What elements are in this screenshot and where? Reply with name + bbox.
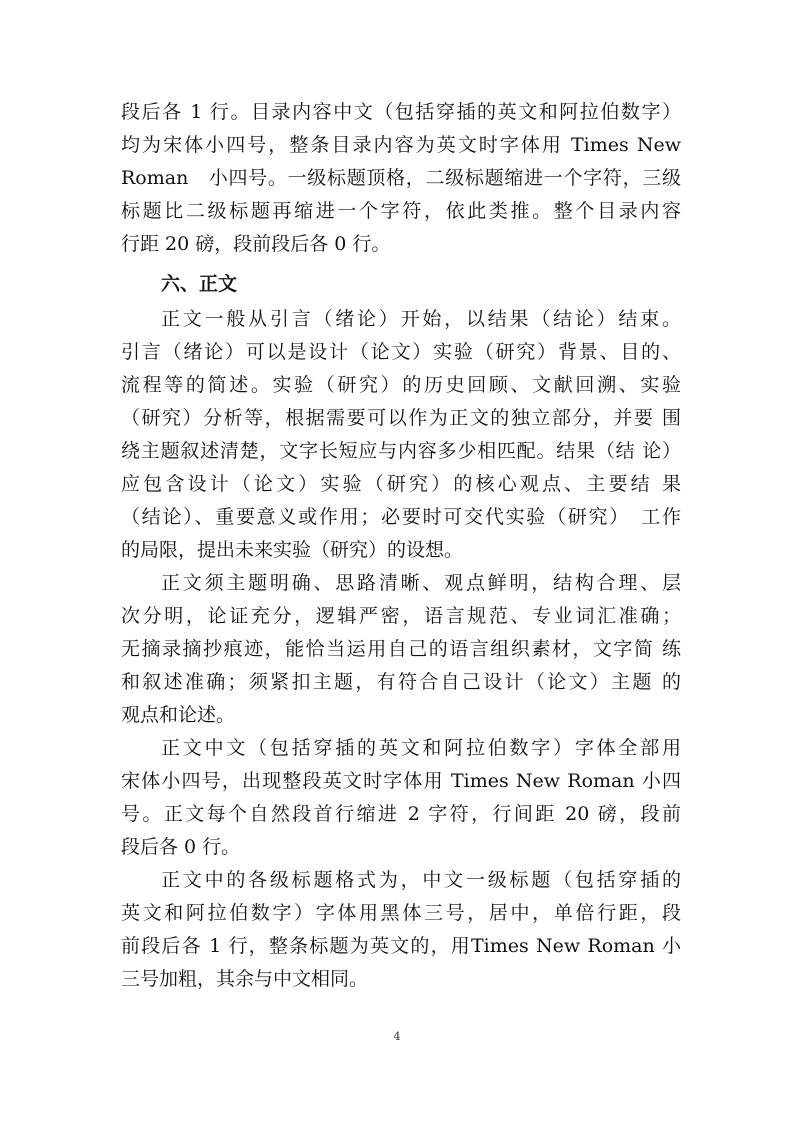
- body-paragraph-1: [121, 303, 681, 567]
- text-line: 和叙述准确；须紧扣主题，有符合自己设计（论文）主题 的: [121, 671, 681, 693]
- text-line: 引言（绪论）可以是设计（论文）实验（研究）背景、目的、: [121, 341, 681, 363]
- text-line: 次分明，论证充分，逻辑严密，语言规范、专业词汇准确；: [121, 605, 681, 627]
- text-line: 应包含设计（论文）实验（研究）的核心观点、主要结 果: [121, 473, 681, 495]
- section-heading: 六、正文: [161, 273, 238, 295]
- text-line: 段后各 1 行。目录内容中文（包括穿插的英文和阿拉伯数字）: [121, 101, 681, 123]
- text-line: 标题比二级标题再缩进一个字符，依此类推。整个目录内容: [121, 200, 681, 222]
- body-paragraph-2: [121, 567, 681, 732]
- text-line: 正文须主题明确、思路清晰、观点鲜明，结构合理、层: [161, 572, 681, 594]
- text-line: （研究）分析等，根据需要可以作为正文的独立部分，并要 围: [121, 407, 681, 429]
- text-line: 段后各 0 行。: [121, 836, 241, 858]
- text-line: 流程等的简述。实验（研究）的历史回顾、文献回溯、实验: [121, 374, 681, 396]
- body-paragraph-4: [121, 864, 681, 996]
- page-content: [121, 96, 681, 996]
- text-line: 三号加粗，其余与中文相同。: [121, 968, 369, 990]
- page-number: 4: [393, 1030, 401, 1043]
- text-line: 均为宋体小四号，整条目录内容为英文时字体用 Times New: [121, 134, 681, 156]
- text-line: 正文一般从引言（绪论）开始，以结果（结论）结束。: [161, 308, 681, 330]
- text-line: 的局限，提出未来实验（研究）的设想。: [121, 539, 464, 561]
- text-line: 前段后各 1 行，整条标题为英文的，用Times New Roman 小: [121, 935, 681, 957]
- text-line: 宋体小四号，出现整段英文时字体用 Times New Roman 小四: [121, 770, 681, 792]
- text-line: （结论）、重要意义或作用；必要时可交代实验（研究） 工作: [121, 506, 681, 528]
- text-line: 号。正文每个自然段首行缩进 2 字符，行间距 20 磅，段前: [121, 803, 681, 825]
- body-paragraph-3: [121, 732, 681, 864]
- text-line: Roman 小四号。一级标题顶格，二级标题缩进一个字符，三级: [121, 167, 681, 189]
- text-line: 英文和阿拉伯数字）字体用黑体三号，居中，单倍行距，段: [121, 902, 681, 924]
- text-line: 无摘录摘抄痕迹，能恰当运用自己的语言组织素材，文字简 练: [121, 638, 681, 660]
- text-line: 正文中文（包括穿插的英文和阿拉伯数字）字体全部用: [161, 737, 681, 759]
- text-line: 行距 20 磅，段前段后各 0 行。: [121, 233, 391, 255]
- text-line: 观点和论述。: [121, 704, 236, 726]
- text-line: 绕主题叙述清楚，文字长短应与内容多少相匹配。结果（结 论）: [121, 440, 681, 462]
- intro-paragraph: [121, 96, 681, 261]
- text-line: 正文中的各级标题格式为，中文一级标题（包括穿插的: [161, 869, 681, 891]
